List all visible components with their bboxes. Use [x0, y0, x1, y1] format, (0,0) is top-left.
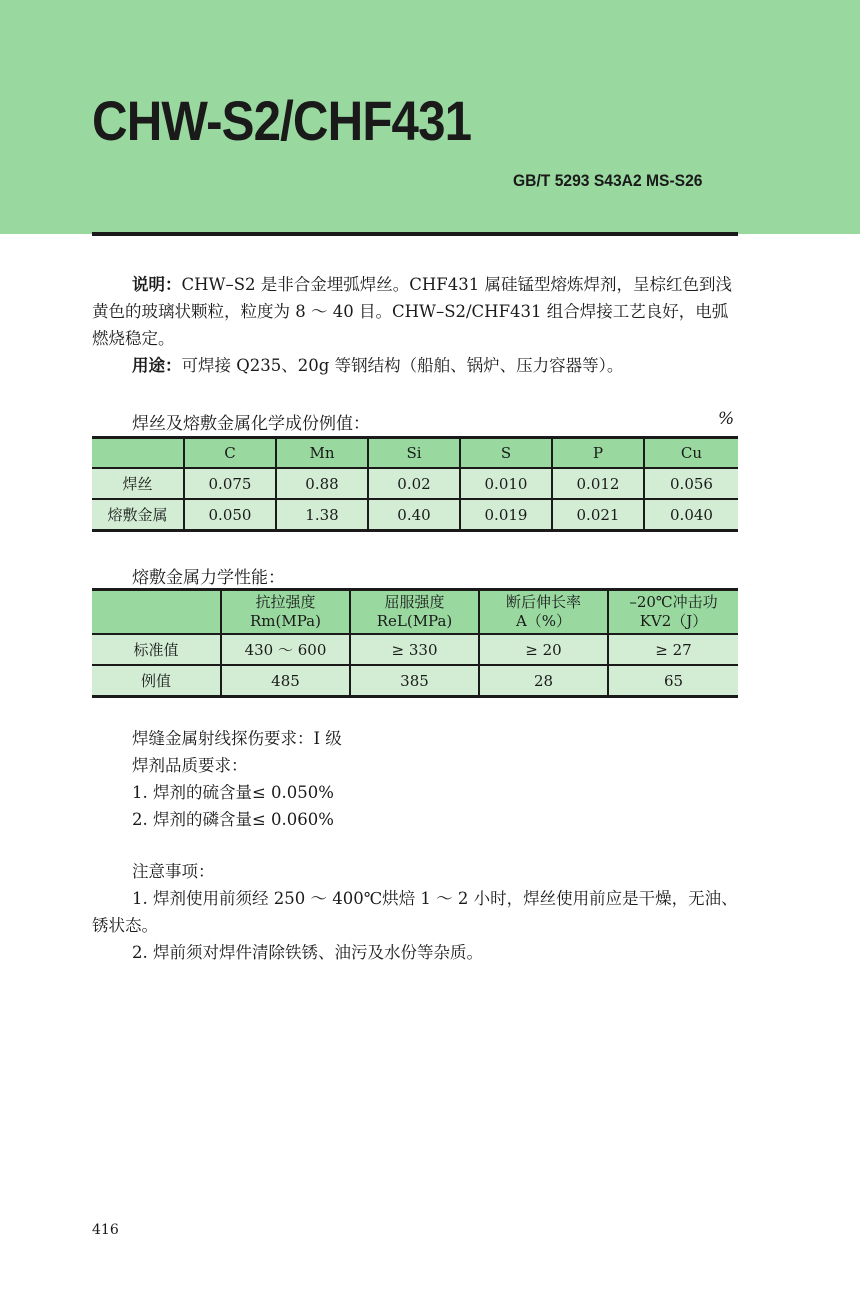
- header-line1: –20℃冲击功: [629, 593, 718, 611]
- table-cell: 0.075: [184, 468, 276, 499]
- list-item: 1. 焊剂使用前须经 250 ～ 400℃烘焙 1 ～ 2 小时，焊丝使用前应是干燥，无油、锈状态。: [92, 889, 738, 935]
- table-row: [92, 665, 738, 697]
- header-rule: [92, 232, 738, 236]
- table-cell: 65: [608, 665, 738, 697]
- header-line2: KV2（J）: [639, 612, 708, 630]
- description-paragraph: [92, 271, 738, 352]
- header-line1: 抗拉强度: [255, 593, 316, 611]
- table-cell: 0.040: [644, 499, 738, 531]
- table-cell: 430 ～ 600: [221, 634, 350, 665]
- table-header-cell: [479, 590, 608, 635]
- table-cell: 0.012: [552, 468, 644, 499]
- table-header-cell: Cu: [644, 438, 738, 469]
- usage-paragraph: [92, 352, 738, 379]
- requirements-block: [92, 725, 738, 833]
- usage-text: 可焊接 Q235、20g 等钢结构（船舶、锅炉、压力容器等）。: [181, 356, 624, 375]
- table-cell: 485: [221, 665, 350, 697]
- list-item: 2. 焊前须对焊件清除铁锈、油污及水份等杂质。: [132, 943, 483, 962]
- description-block: [92, 271, 738, 379]
- header-band: [0, 0, 860, 234]
- list-item: 1. 焊剂的硫含量≤ 0.050%: [132, 783, 334, 802]
- table-header-cell: [221, 590, 350, 635]
- table-cell: 0.019: [460, 499, 552, 531]
- table-cell: 385: [350, 665, 479, 697]
- header-line2: ReL(MPa): [376, 612, 453, 630]
- description-text: CHW–S2 是非合金埋弧焊丝。CHF431 属硅锰型熔炼焊剂，呈棕红色到浅黄色的玻璃状颗粒，粒度为 8 ～ 40 目。CHW–S2/CHF431 组合焊接工艺良好，电弧燃烧稳定。: [92, 275, 732, 348]
- notes-label-line: [92, 858, 738, 885]
- radiography-value: I 级: [313, 729, 342, 748]
- table-row: [92, 468, 738, 499]
- table-row-label: 熔敷金属: [92, 499, 184, 531]
- table-header-cell: S: [460, 438, 552, 469]
- table-header-cell: [350, 590, 479, 635]
- table-header-cell: Si: [368, 438, 460, 469]
- table-cell: 0.40: [368, 499, 460, 531]
- table-cell: 0.056: [644, 468, 738, 499]
- table-header-cell: [92, 590, 221, 635]
- table-header-cell: [92, 438, 184, 469]
- table-cell: 1.38: [276, 499, 368, 531]
- header-line1: 屈服强度: [384, 593, 445, 611]
- table-row-label: 焊丝: [92, 468, 184, 499]
- table-cell: ≥ 20: [479, 634, 608, 665]
- chemistry-unit: %: [718, 409, 735, 429]
- radiography-label: 焊缝金属射线探伤要求：: [132, 729, 314, 748]
- list-item: 2. 焊剂的磷含量≤ 0.060%: [132, 810, 334, 829]
- table-header-cell: P: [552, 438, 644, 469]
- table-row-label: 例值: [92, 665, 221, 697]
- standard-code: GB/T 5293 S43A2 MS-S26: [513, 171, 703, 190]
- table-cell: 0.050: [184, 499, 276, 531]
- table-header-row: [92, 438, 738, 469]
- mechanical-title: 熔敷金属力学性能：: [132, 568, 285, 588]
- table-cell: 0.021: [552, 499, 644, 531]
- page-title: CHW-S2/CHF431: [92, 89, 472, 152]
- flux-quality-text: 焊剂品质要求：: [132, 756, 248, 775]
- table-cell: 0.02: [368, 468, 460, 499]
- notes-label: 注意事项：: [132, 862, 215, 881]
- table-header-row: [92, 590, 738, 635]
- description-label: 说明：: [132, 275, 182, 294]
- header-line2: Rm(MPa): [250, 612, 321, 630]
- page-number: 416: [92, 1222, 119, 1238]
- table-cell: 28: [479, 665, 608, 697]
- table-cell: ≥ 27: [608, 634, 738, 665]
- table-cell: 0.010: [460, 468, 552, 499]
- table-cell: ≥ 330: [350, 634, 479, 665]
- usage-label: 用途：: [132, 356, 182, 375]
- radiography-line: [92, 725, 738, 752]
- mechanical-table: [92, 588, 738, 698]
- table-header-cell: C: [184, 438, 276, 469]
- chemistry-title: 焊丝及熔敷金属化学成份例值：: [132, 414, 370, 434]
- table-header-cell: [608, 590, 738, 635]
- header-line1: 断后伸长率: [505, 593, 581, 611]
- notes-block: [92, 858, 738, 966]
- table-row-label: 标准值: [92, 634, 221, 665]
- table-cell: 0.88: [276, 468, 368, 499]
- header-line2: A（%）: [515, 612, 572, 630]
- table-header-cell: Mn: [276, 438, 368, 469]
- chemistry-table: [92, 436, 738, 532]
- flux-quality-label: [92, 752, 738, 779]
- table-row: [92, 499, 738, 531]
- table-row: [92, 634, 738, 665]
